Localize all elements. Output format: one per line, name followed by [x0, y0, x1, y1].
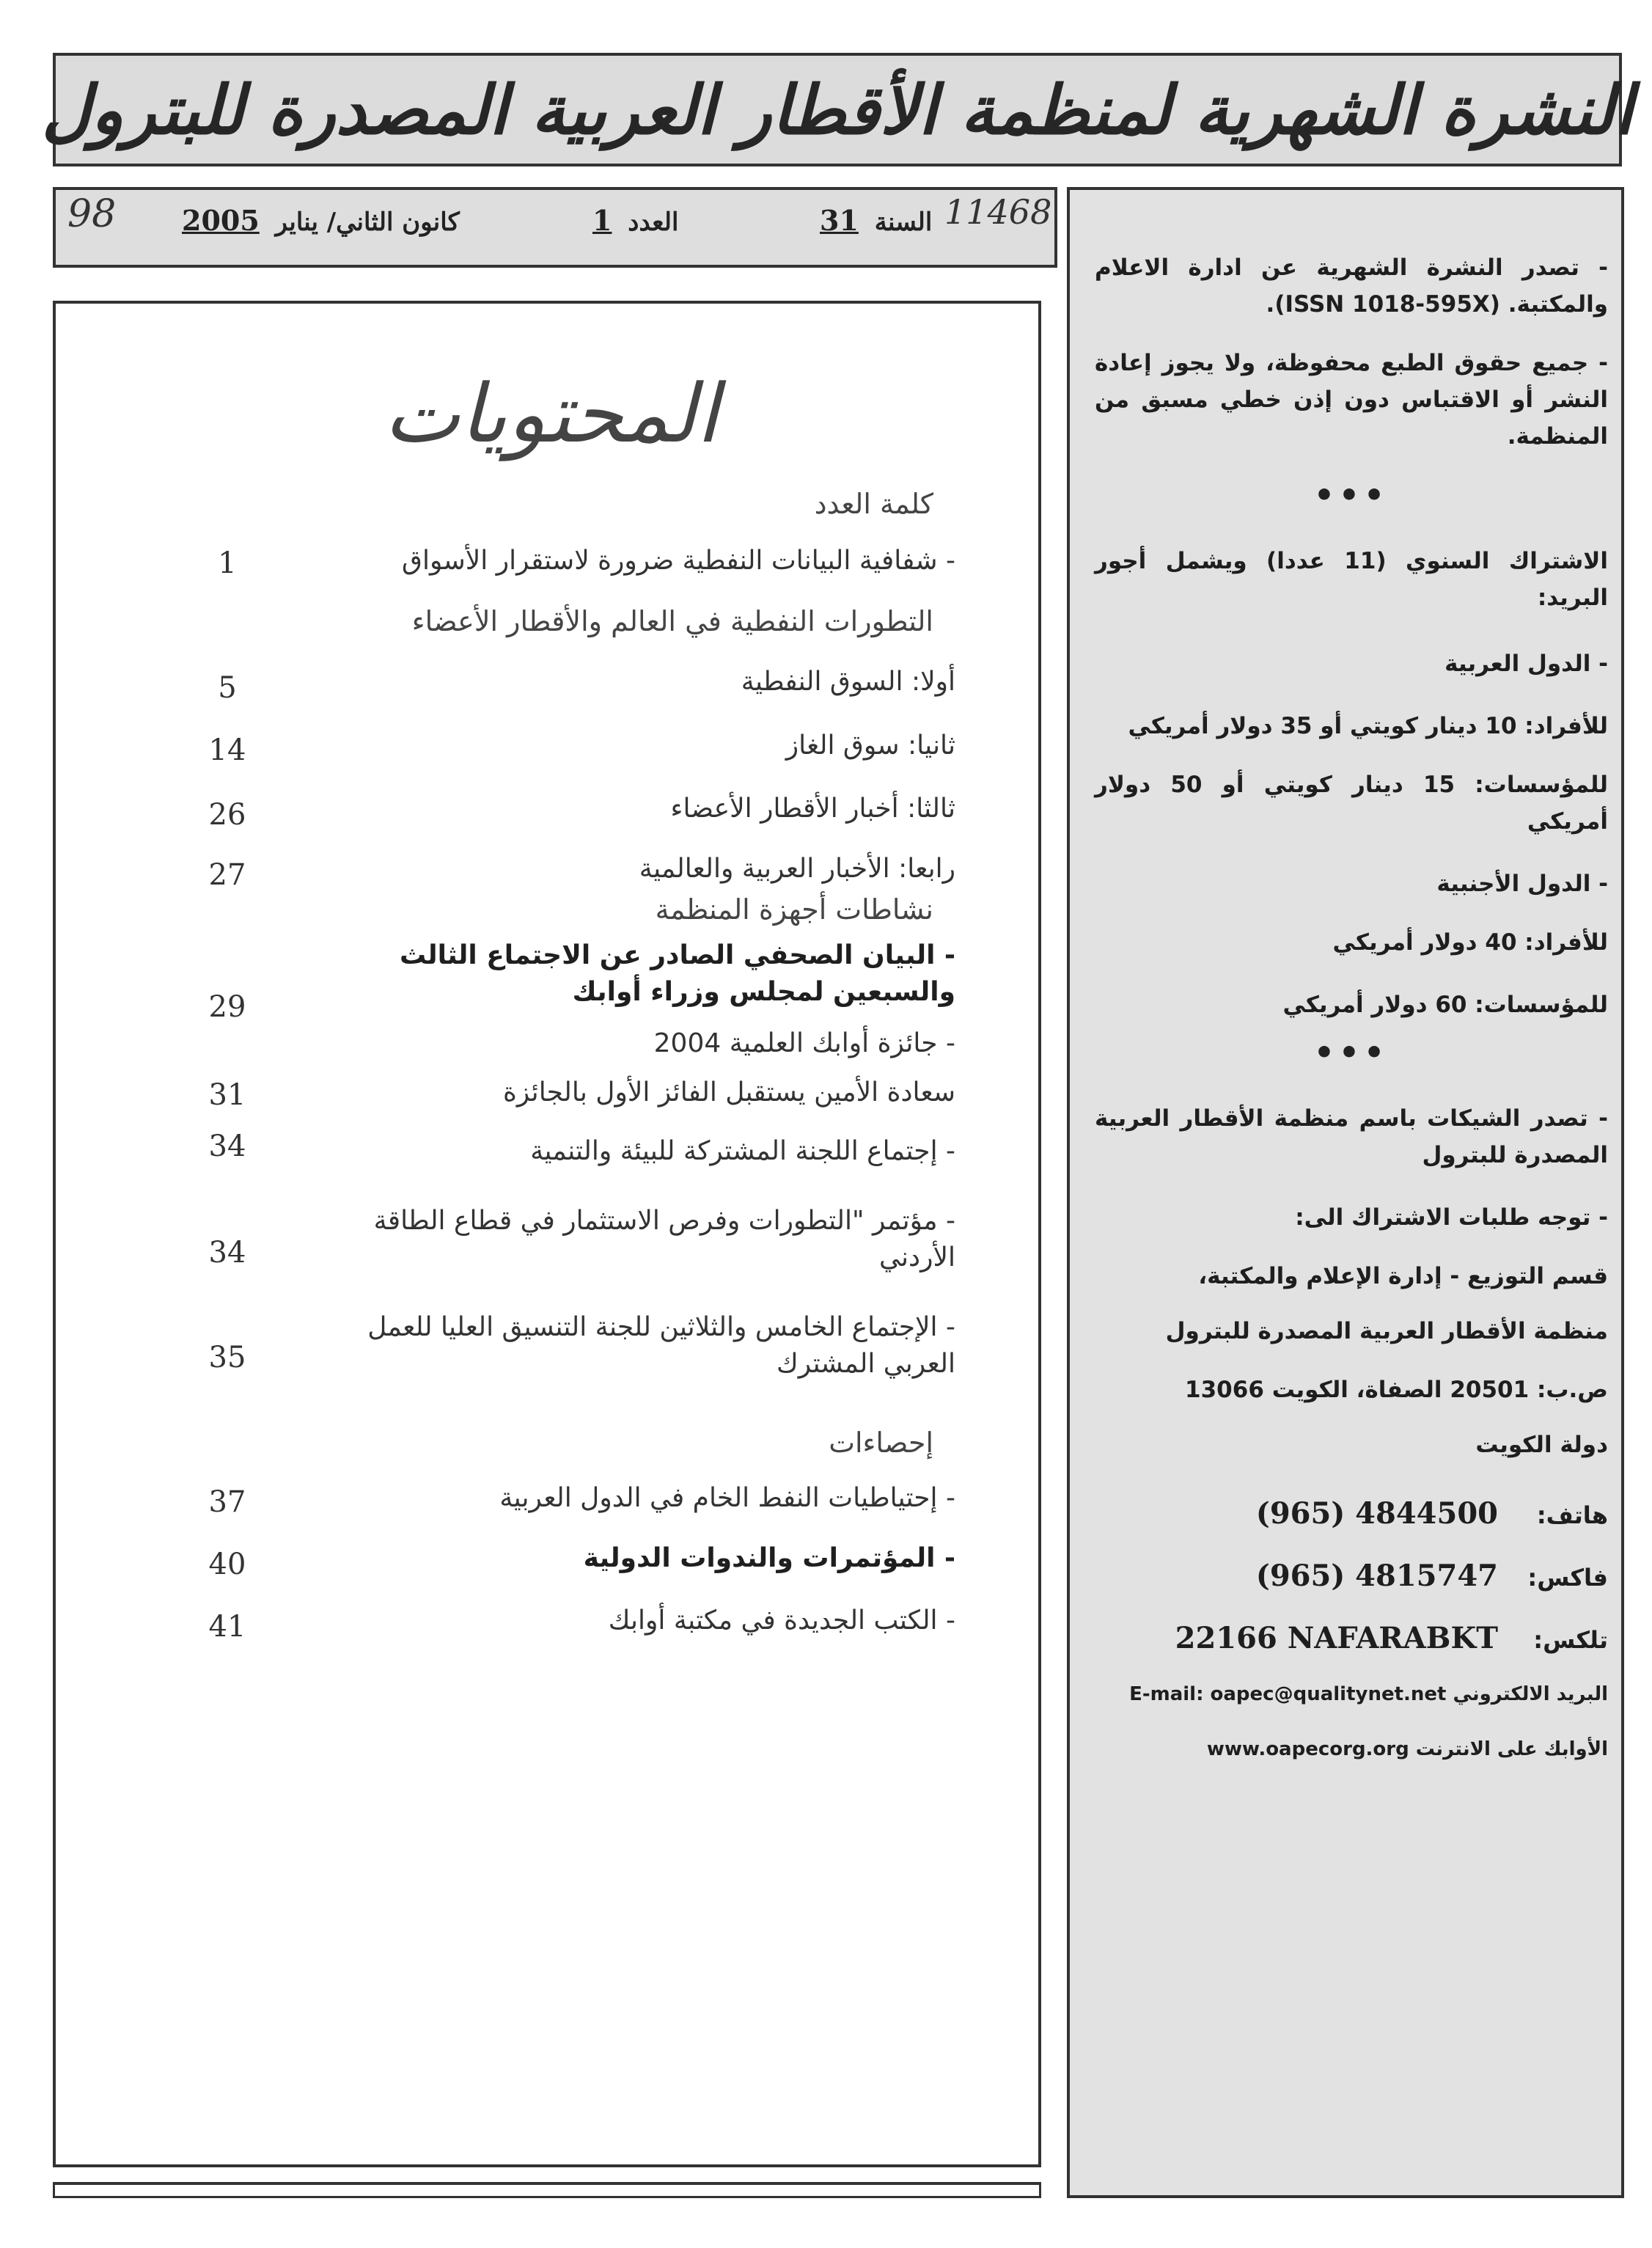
toc-page: 37 [208, 1485, 246, 1519]
toc-item: - إحتياطيات النفط الخام في الدول العربية [499, 1483, 955, 1513]
section-heading: إحصاءات [829, 1427, 933, 1459]
toc-item: سعادة الأمين يستقبل الفائز الأول بالجائزة [502, 1077, 955, 1107]
sidebar-department: قسم التوزيع - إدارة الإعلام والمكتبة، [1198, 1263, 1608, 1289]
masthead-title: النشرة الشهرية لمنظمة الأقطار العربية المصدرة للبترول [41, 70, 1634, 150]
toc-item: أولا: السوق النفطية [741, 667, 955, 697]
toc-item: - الإجتماع الخامس والثلاثين للجنة التنسيق العليا للعمل العربي المشترك [367, 1312, 955, 1379]
toc-page: 40 [208, 1548, 246, 1581]
toc-page: 41 [208, 1610, 246, 1644]
contents-title: المحتويات [383, 367, 719, 461]
sidebar-publication: - تصدر النشرة الشهرية عن ادارة الاعلام والمكتبة. (ISSN 1018-595X). [1095, 255, 1608, 318]
issue-number [592, 204, 679, 237]
sidebar-po-box: ص.ب: 20501 الصفاة، الكويت 13066 [1185, 1377, 1608, 1403]
handwritten-mark: 98 [67, 192, 117, 236]
toc-item: - الكتب الجديدة في مكتبة أوابك [608, 1606, 955, 1636]
telex-value: 22166 NAFARABKT [1175, 1621, 1498, 1655]
fax-label: فاكس: [1527, 1564, 1608, 1592]
toc-page: 35 [208, 1341, 246, 1374]
sidebar-subscription: الاشتراك السنوي (11 عددا) ويشمل أجور البريد: [1095, 548, 1608, 611]
toc-page: 5 [218, 671, 237, 705]
issue-year-label: السنة [874, 208, 933, 237]
sidebar-foreign-individuals: للأفراد: 40 دولار أمريكي [1332, 929, 1608, 956]
sidebar-foreign-heading: - الدول الأجنبية [1436, 871, 1608, 897]
phone-label: هاتف: [1536, 1501, 1608, 1529]
toc-item: - جائزة أوابك العلمية 2004 [653, 1028, 955, 1058]
separator-dots: ••• [1313, 477, 1389, 514]
issue-year-value: 31 [820, 204, 859, 237]
toc-item: رابعا: الأخبار العربية والعالمية [639, 854, 955, 884]
toc-page: 34 [208, 1236, 246, 1270]
sidebar-cheques: - تصدر الشيكات باسم منظمة الأقطار العربية المصدرة للبترول [1095, 1105, 1608, 1168]
sidebar-copyright: - جميع حقوق الطبع محفوظة، ولا يجوز إعادة النشر أو الاقتباس دون إذن خطي مسبق من المنظمة. [1095, 350, 1608, 450]
toc-page: 1 [218, 546, 237, 580]
masthead [41, 53, 1634, 166]
sidebar-arab-institutions: للمؤسسات: 15 دينار كويتي أو 50 دولار أمريكي [1095, 772, 1609, 835]
contact-fax [1095, 1559, 1608, 1593]
contact-telex [1095, 1621, 1608, 1655]
section-heading: التطورات النفطية في العالم والأقطار الأعضاء [411, 605, 933, 637]
sidebar-send-to: - توجه طلبات الاشتراك الى: [1295, 1204, 1608, 1231]
contact-website: www.oapecorg.org الأوابك على الانترنت [1206, 1738, 1608, 1760]
toc-item: - المؤتمرات والندوات الدولية [583, 1543, 955, 1573]
toc-item: - مؤتمر "التطورات وفرص الاستثمار في قطاع الطاقة الأردني [373, 1206, 955, 1273]
sidebar-country: دولة الكويت [1475, 1432, 1608, 1458]
toc-page: 31 [208, 1078, 246, 1112]
sidebar-foreign-institutions: للمؤسسات: 60 دولار أمريكي [1282, 992, 1608, 1018]
toc-page: 26 [208, 798, 246, 832]
fax-value: (965) 4815747 [1255, 1559, 1498, 1593]
contact-phone [1095, 1496, 1608, 1531]
toc-item: - البيان الصحفي الصادر عن الاجتماع الثالث والسبعين لمجلس وزراء أوابك [399, 940, 955, 1007]
issue-year [820, 204, 932, 237]
toc-item: - إجتماع اللجنة المشتركة للبيئة والتنمية [530, 1136, 955, 1166]
toc-item: ثالثا: أخبار الأقطار الأعضاء [670, 794, 955, 824]
issue-month [182, 204, 460, 237]
sidebar-arab-heading: - الدول العربية [1444, 651, 1608, 677]
contact-email: E-mail: oapec@qualitynet.net البريد الالكتروني [1129, 1683, 1608, 1705]
bottom-rule [53, 2182, 1041, 2198]
toc-item: ثانيا: سوق الغاز [785, 731, 955, 761]
toc-page: 29 [208, 990, 246, 1024]
telex-label: تلكس: [1533, 1626, 1608, 1654]
sidebar-organization: منظمة الأقطار العربية المصدرة للبترول [1165, 1318, 1608, 1344]
toc-page: 27 [208, 858, 246, 892]
toc-page: 14 [208, 733, 246, 767]
separator-dots: ••• [1313, 1034, 1389, 1072]
issue-month-label: كانون الثاني/ يناير [275, 208, 460, 237]
handwritten-code: 11468 [944, 192, 1052, 232]
section-heading: نشاطات أجهزة المنظمة [655, 893, 933, 926]
toc-page: 34 [208, 1130, 246, 1163]
sidebar-arab-individuals: للأفراد: 10 دينار كويتي أو 35 دولار أمريكي [1128, 713, 1608, 739]
issue-number-value: 1 [592, 204, 612, 237]
issue-number-label: العدد [628, 208, 679, 237]
phone-value: (965) 4844500 [1255, 1496, 1498, 1531]
toc-item: - شفافية البيانات النفطية ضرورة لاستقرار الأسواق [402, 546, 955, 576]
section-heading: كلمة العدد [814, 488, 933, 520]
issue-month-year: 2005 [182, 204, 260, 237]
